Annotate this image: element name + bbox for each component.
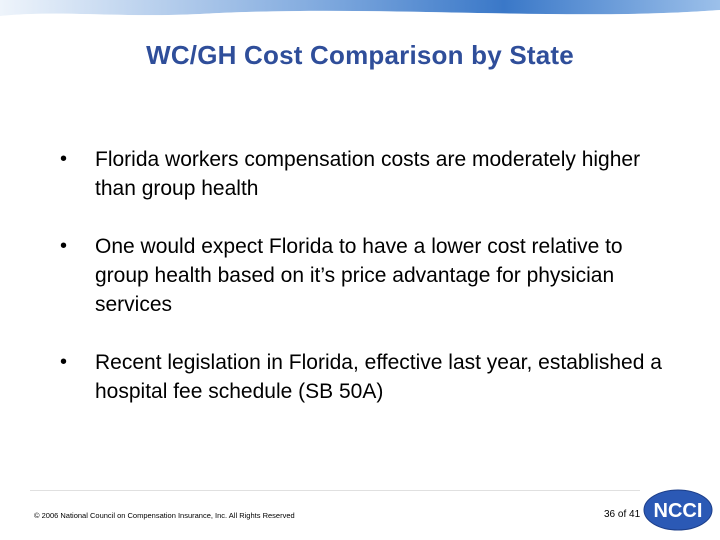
bullet-symbol: • xyxy=(60,235,68,257)
footer-divider xyxy=(30,490,640,491)
page-number: 36 of 41 xyxy=(604,509,641,520)
bullet-symbol: • xyxy=(60,148,68,170)
slide-title: WC/GH Cost Comparison by State xyxy=(146,40,574,70)
ncci-logo xyxy=(642,488,714,532)
header-band xyxy=(0,0,720,22)
bullet-symbol: • xyxy=(60,351,68,373)
logo-text: NCCI xyxy=(653,500,703,522)
bullet-text: Florida workers compensation costs are moderately higher than group health xyxy=(95,148,641,200)
bullet-text: Recent legislation in Florida, effective last year, established a hospital fee schedule (SB 50A) xyxy=(95,351,662,403)
copyright-notice: © 2006 National Council on Compensation Insurance, Inc. All Rights Reserved xyxy=(34,511,295,520)
bullet-text: One would expect Florida to have a lower cost relative to group health based on it’s price advantage for physician services xyxy=(95,235,623,316)
